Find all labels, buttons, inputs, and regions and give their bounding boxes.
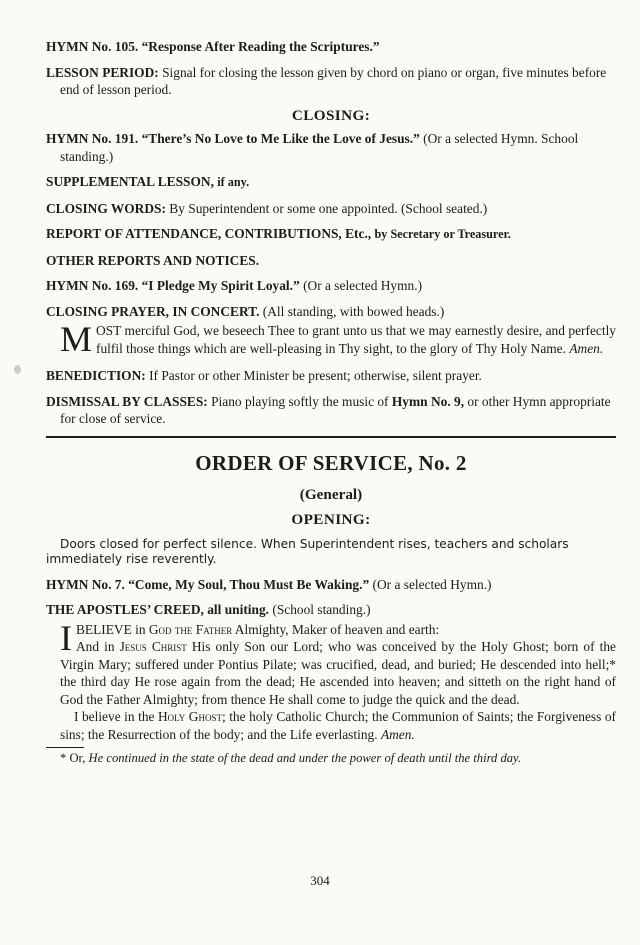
- hymn-191-line: HYMN No. 191. “There’s No Love to Me Like the Love of Jesus.” (Or a selected Hymn. School standing.): [46, 131, 579, 164]
- report-attendance: REPORT OF ATTENDANCE, CONTRIBUTIONS, Etc., by Secretary or Treasurer.: [46, 226, 511, 241]
- hymn-105-line: HYMN No. 105. “Response After Reading the Scriptures.”: [46, 39, 380, 54]
- supplemental-lesson: SUPPLEMENTAL LESSON, if any.: [46, 174, 250, 189]
- footnote-rule: [46, 747, 84, 748]
- general-subtitle: (General): [299, 485, 363, 503]
- creed-heading: THE APOSTLES’ CREED, all uniting. (School standing.): [46, 602, 371, 617]
- hymn-7-line: HYMN No. 7. “Come, My Soul, Thou Must Be Waking.” (Or a selected Hymn.): [46, 576, 492, 592]
- closing-prayer-heading: CLOSING PRAYER, IN CONCERT. (All standing, with bowed heads.): [46, 303, 445, 319]
- order-of-service-title: ORDER OF SERVICE, No. 2: [195, 450, 467, 475]
- footnote: * Or, He continued in the state of the dead and under the power of death until the third day.: [60, 751, 522, 765]
- prayer-dropcap: M: [60, 319, 93, 359]
- section-divider: [46, 436, 616, 438]
- page-number: 304: [310, 873, 330, 888]
- paper-blemish: [14, 365, 21, 374]
- benediction: BENEDICTION: If Pastor or other Minister be present; otherwise, silent prayer.: [46, 368, 482, 383]
- creed-paragraph-2: And in Jesus Christ His only Son our Lord; who was conceived by the Holy Ghost; born of the Virgin Mary; suffered under Pontius Pilate; was crucified, dead, and buried; He descended into hell;* the third day He rose again from the dead; He ascended into heaven; and sitteth on the right hand of God the Father Almighty; from thence He shall come to judge the quick and the dead.: [60, 639, 616, 707]
- lesson-period: LESSON PERIOD: Signal for closing the lesson given by chord on piano or organ, five minutes before end of lesson period.: [46, 64, 607, 97]
- creed-dropcap: I: [60, 617, 72, 658]
- creed-paragraph-3: I believe in the Holy Ghost; the holy Catholic Church; the Communion of Saints; the Forgiveness of sins; the Resurrection of the body; and the Life everlasting. Amen.: [60, 709, 616, 742]
- opening-heading: OPENING:: [291, 511, 371, 528]
- dismissal: DISMISSAL BY CLASSES: Piano playing softly the music of Hymn No. 9, or other Hymn appropriate for close of service.: [46, 393, 611, 426]
- page-content: [46, 38, 616, 767]
- hymn-169-line: HYMN No. 169. “I Pledge My Spirit Loyal.” (Or a selected Hymn.): [46, 278, 423, 293]
- closing-heading: CLOSING:: [291, 106, 371, 124]
- apostles-creed: [46, 617, 616, 744]
- creed-paragraph-1: I BELIEVE in God the Father Almighty, Maker of heaven and earth:: [60, 617, 440, 658]
- prayer-text: M OST merciful God, we beseech Thee to grant unto us that we may earnestly desire, and perfectly fulfil those things which are well-pleasing in Thy sight, to the glory of Thy Holy Name. Amen.: [60, 319, 616, 359]
- doors-closed-text: Doors closed for perfect silence. When Superintendent rises, teachers and scholars immediately rise reverently.: [46, 536, 569, 566]
- closing-words: CLOSING WORDS: By Superintendent or some one appointed. (School seated.): [46, 200, 488, 216]
- other-reports: OTHER REPORTS AND NOTICES.: [46, 252, 260, 268]
